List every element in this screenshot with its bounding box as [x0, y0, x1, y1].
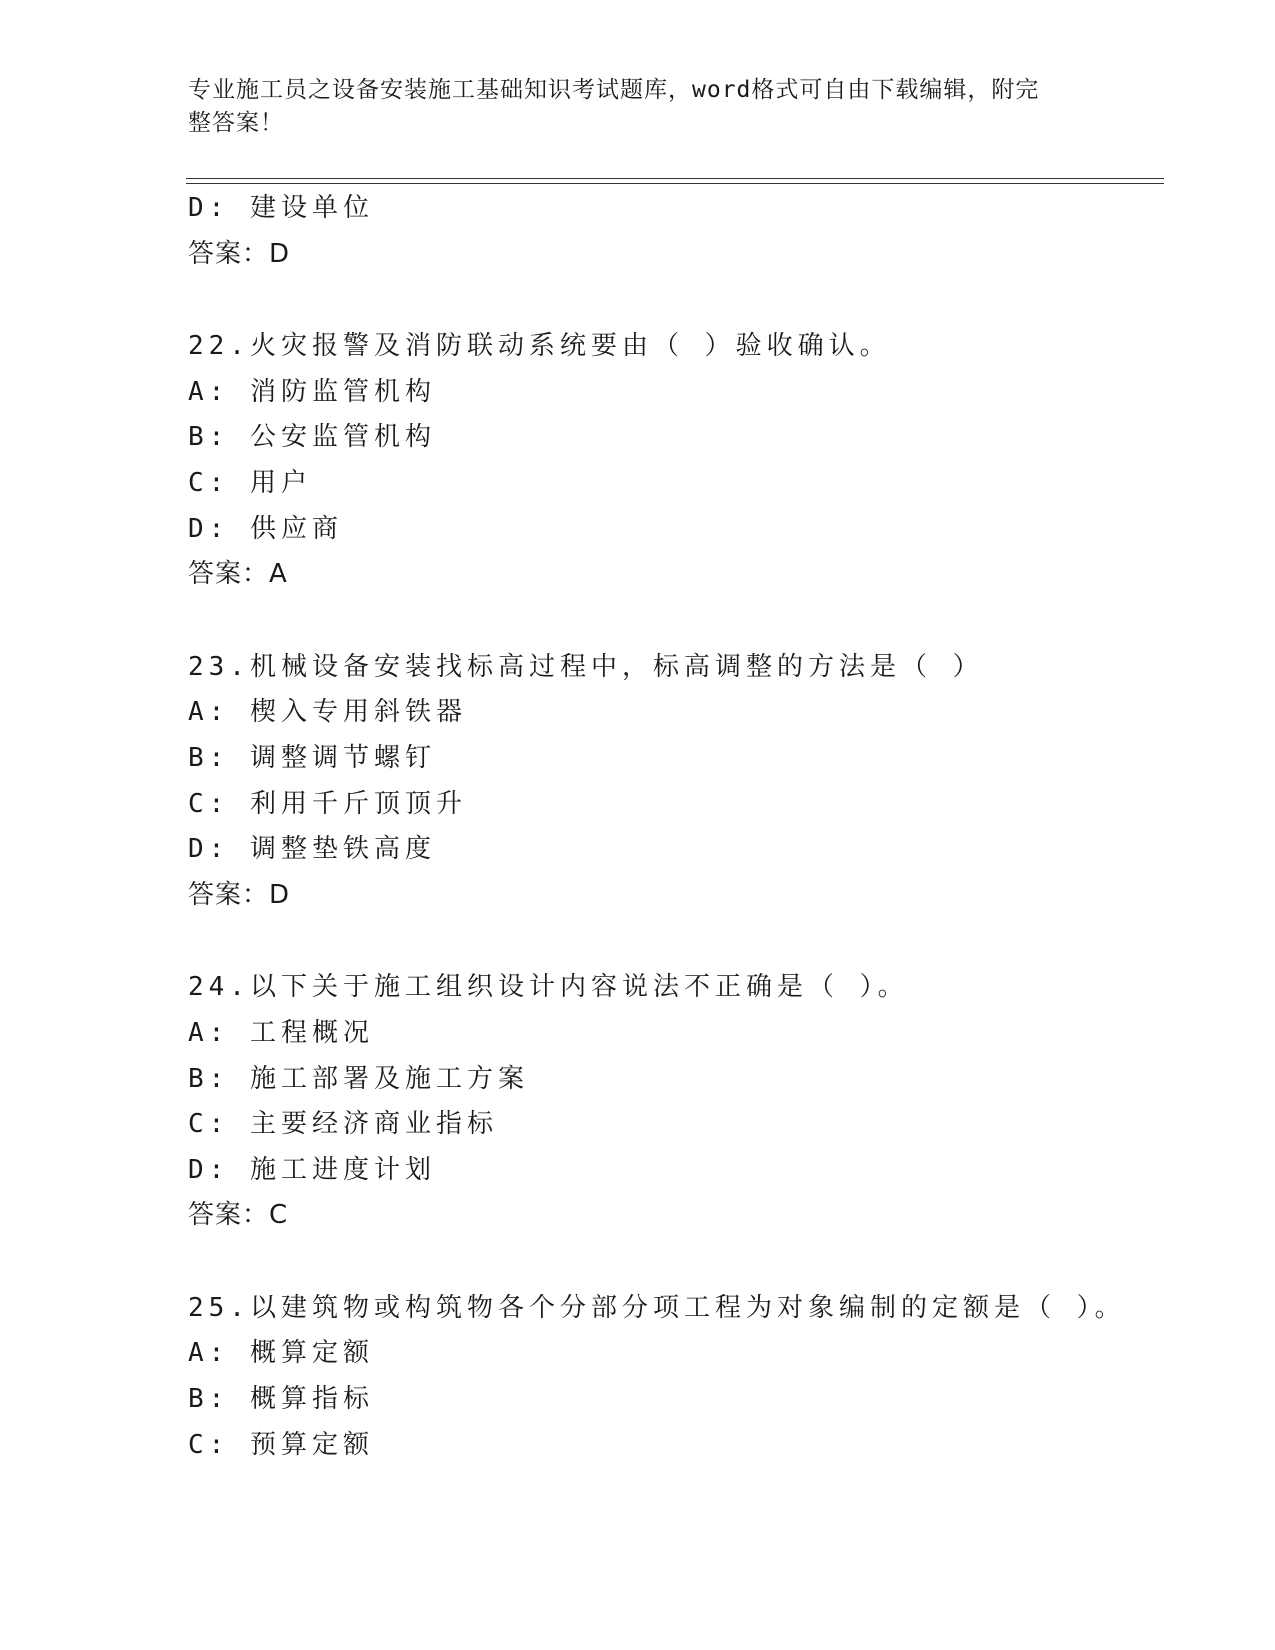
option-d: D: 供应商 — [188, 513, 343, 544]
question-list — [188, 186, 1168, 1468]
question-25 — [188, 1286, 1168, 1468]
option-c: C: 用户 — [188, 467, 312, 498]
question-stem: 25.以建筑物或构筑物各个分部分项工程为对象编制的定额是（ ）。 — [188, 1292, 1126, 1323]
question-24 — [188, 965, 1168, 1239]
question-22 — [188, 324, 1168, 598]
answer-line: 答案：A — [188, 559, 288, 590]
question-stem: 22.火灾报警及消防联动系统要由（ ）验收确认。 — [188, 331, 891, 362]
option-c: C: 利用千斤顶顶升 — [188, 788, 467, 819]
option-d: D: 施工进度计划 — [188, 1154, 436, 1185]
option-b: B: 施工部署及施工方案 — [188, 1063, 529, 1094]
option-a: A: 楔入专用斜铁器 — [188, 697, 467, 728]
option-b: B: 概算指标 — [188, 1384, 374, 1415]
header-line-2: 整答案！ — [188, 110, 284, 136]
question-23 — [188, 645, 1168, 919]
answer-line: 答案：D — [188, 879, 291, 910]
header-rule-bottom — [186, 183, 1164, 184]
option-a: A: 工程概况 — [188, 1017, 374, 1048]
document-header — [188, 74, 1068, 140]
question-stem: 23.机械设备安装找标高过程中，标高调整的方法是（ ） — [188, 651, 984, 682]
option-b: B: 公安监管机构 — [188, 422, 436, 453]
option-a: A: 概算定额 — [188, 1338, 374, 1369]
option-d: D: 调整垫铁高度 — [188, 834, 436, 865]
option-a: A: 消防监管机构 — [188, 376, 436, 407]
option-c: C: 主要经济商业指标 — [188, 1109, 498, 1140]
answer-line: 答案：D — [188, 238, 291, 269]
option-b: B: 调整调节螺钉 — [188, 742, 436, 773]
option-c: C: 预算定额 — [188, 1429, 374, 1460]
header-rule-top — [186, 178, 1164, 179]
answer-line: 答案：C — [188, 1200, 289, 1231]
question-stem: 24.以下关于施工组织设计内容说法不正确是（ ）。 — [188, 972, 909, 1003]
option-d: D: 建设单位 — [188, 193, 374, 223]
header-line-1: 专业施工员之设备安装施工基础知识考试题库，word格式可自由下载编辑，附完 — [188, 77, 1040, 103]
